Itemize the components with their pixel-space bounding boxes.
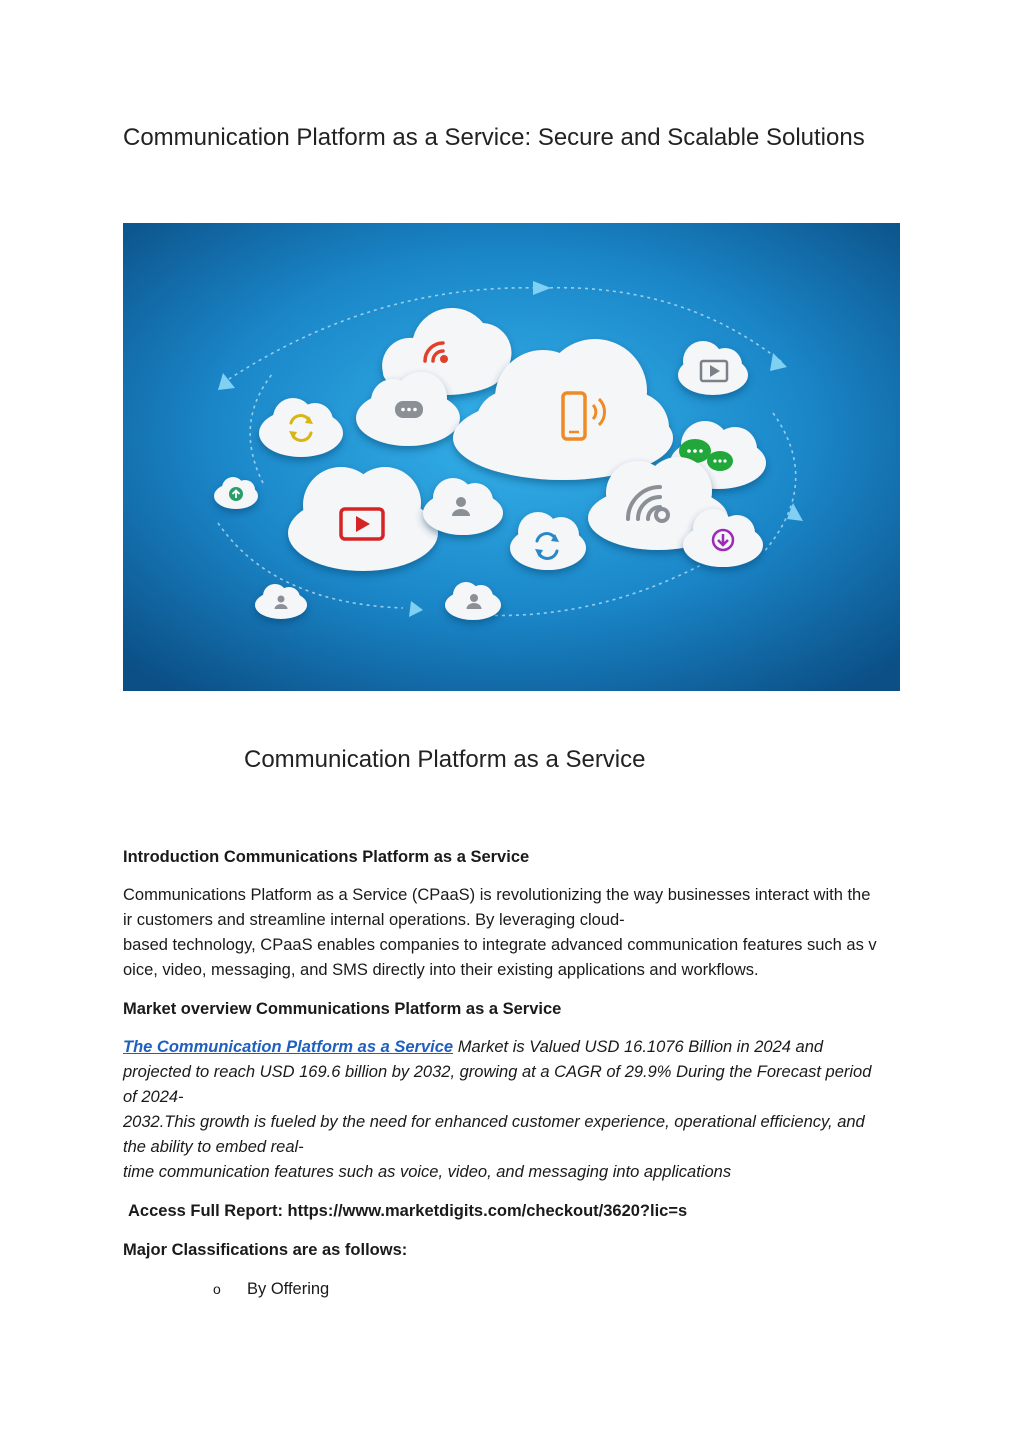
intro-paragraph xyxy=(123,883,903,983)
page-title: Communication Platform as a Service: Secure and Scalable Solutions xyxy=(123,124,865,151)
intro-line: ir customers and streamline internal operations. By leveraging cloud- xyxy=(123,911,625,929)
upload-icon xyxy=(229,487,243,501)
chat-icon xyxy=(395,401,423,418)
market-line: projected to reach USD 169.6 billion by 2032, growing at a CAGR of 29.9% During the Forecast period xyxy=(123,1063,872,1081)
list-item xyxy=(213,1277,329,1302)
market-line: time communication features such as voice, video, and messaging into applications xyxy=(123,1163,732,1181)
market-line: the ability to embed real- xyxy=(123,1138,304,1156)
intro-line: Communications Platform as a Service (CPaaS) is revolutionizing the way businesses interact with the xyxy=(123,886,871,904)
market-paragraph xyxy=(123,1035,903,1185)
market-line: 2032.This growth is fueled by the need for enhanced customer experience, operational efficiency, and xyxy=(123,1113,865,1131)
market-report-link[interactable]: The Communication Platform as a Service xyxy=(123,1038,454,1056)
market-heading: Market overview Communications Platform as a Service xyxy=(123,1000,562,1018)
access-full-report: Access Full Report: https://www.marketdigits.com/checkout/3620?lic=s xyxy=(128,1202,688,1220)
market-line: of 2024- xyxy=(123,1088,184,1106)
intro-line: based technology, CPaaS enables companies to integrate advanced communication features such as v xyxy=(123,936,877,954)
bullet-marker: o xyxy=(213,1281,221,1297)
market-line: Market is Valued USD 16.1076 Billion in 2024 and xyxy=(453,1038,824,1056)
intro-heading: Introduction Communications Platform as a Service xyxy=(123,848,530,866)
hero-image xyxy=(123,223,900,691)
list-item-label: By Offering xyxy=(247,1280,330,1298)
intro-line: oice, video, messaging, and SMS directly into their existing applications and workflows. xyxy=(123,961,759,979)
classifications-heading: Major Classifications are as follows: xyxy=(123,1241,408,1259)
image-caption: Communication Platform as a Service xyxy=(244,746,646,773)
